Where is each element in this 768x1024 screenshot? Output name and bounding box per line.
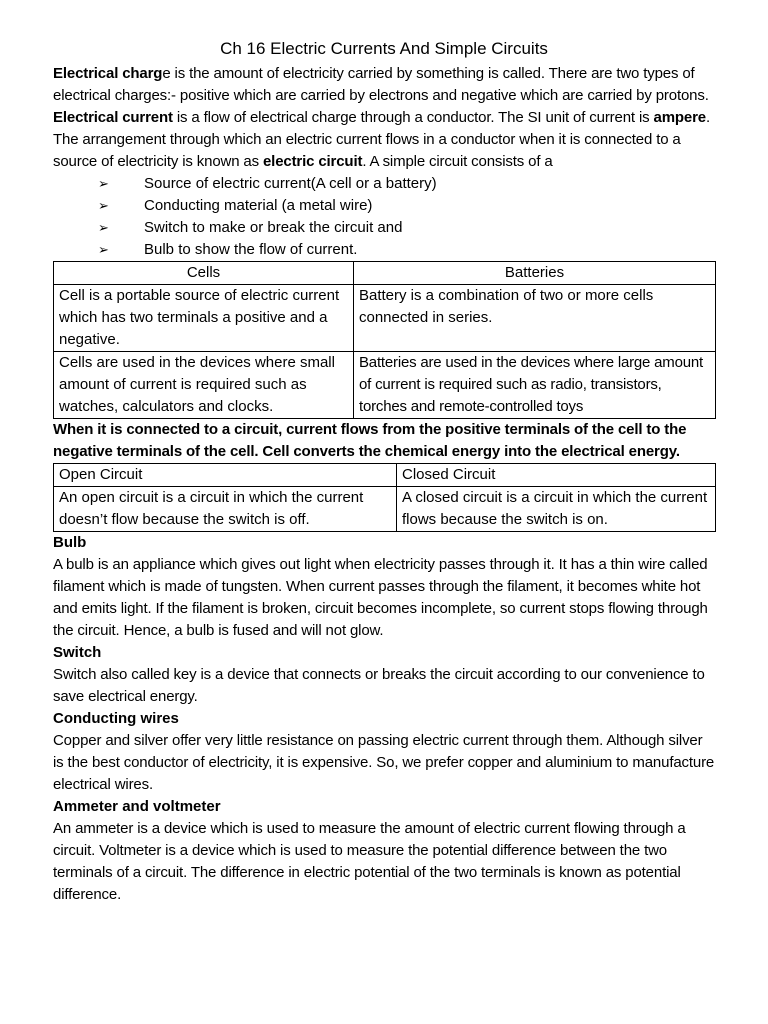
- section-body: An ammeter is a device which is used to measure the amount of electric current flowing through a circuit. Voltmeter is a device which is used to measure the potential difference between the two terminals of a circuit. The difference in electric potential of the two terminals is known as potential difference.: [53, 820, 686, 903]
- term-electrical-current: Electrical current: [53, 109, 173, 126]
- table-header-cell: Batteries: [354, 262, 716, 285]
- term-electrical-charge: Electrical charg: [53, 65, 163, 82]
- table-row: [54, 285, 716, 352]
- table-header-cell: Closed Circuit: [397, 464, 716, 487]
- arrow-bullet-icon: ➢: [98, 220, 109, 235]
- table-header-row: [54, 262, 716, 285]
- open-vs-closed-circuit-table: [53, 463, 716, 532]
- charge-definition: e is the amount of electricity carried by something is called. There are two types of electrical charges:- positive which are carried by electrons and negative which are carried by protons.: [53, 65, 709, 104]
- cells-vs-batteries-table: [53, 261, 716, 419]
- page-title: Ch 16 Electric Currents And Simple Circuits: [220, 39, 548, 58]
- section-bulb: [53, 532, 715, 642]
- section-heading: Switch: [53, 644, 102, 661]
- arrow-bullet-icon: ➢: [98, 242, 109, 257]
- table-header-row: [54, 464, 716, 487]
- intro-paragraph: [53, 63, 715, 129]
- table-cell: Battery is a combination of two or more cells connected in series.: [354, 285, 716, 352]
- circuit-components-list: [53, 173, 715, 261]
- section-conducting-wires: [53, 708, 715, 796]
- table-row: [54, 487, 716, 532]
- section-switch: [53, 642, 715, 708]
- list-item: [53, 173, 715, 195]
- list-item: [53, 217, 715, 239]
- list-item: [53, 239, 715, 261]
- section-heading: Bulb: [53, 534, 87, 551]
- section-heading: Conducting wires: [53, 710, 179, 727]
- list-item-text: Switch to make or break the circuit and: [144, 219, 403, 236]
- list-item-text: Bulb to show the flow of current.: [144, 241, 358, 258]
- table-cell: Cells are used in the devices where small amount of current is required such as watches, calculators and clocks.: [54, 352, 354, 419]
- section-heading: Ammeter and voltmeter: [53, 798, 221, 815]
- list-item: [53, 195, 715, 217]
- cell-current-note: When it is connected to a circuit, current flows from the positive terminals of the cell to the negative terminals of the cell. Cell converts the chemical energy into the electrical energy.: [53, 421, 687, 460]
- table-cell: Cell is a portable source of electric current which has two terminals a positive and a negative.: [54, 285, 354, 352]
- list-item-text: Source of electric current(A cell or a battery): [144, 175, 437, 192]
- table-header-cell: Open Circuit: [54, 464, 397, 487]
- term-ampere: ampere: [653, 109, 706, 126]
- term-electric-circuit: electric circuit: [262, 153, 363, 170]
- section-ammeter-voltmeter: [53, 796, 715, 906]
- document-page: [53, 37, 715, 906]
- arrow-bullet-icon: ➢: [98, 176, 109, 191]
- table-row: [54, 352, 716, 419]
- intro-period: .: [705, 109, 710, 126]
- table-header-cell: Cells: [54, 262, 354, 285]
- circuit-rest: . A simple circuit consists of a: [362, 153, 553, 170]
- circuit-paragraph: [53, 129, 715, 173]
- arrow-bullet-icon: ➢: [98, 198, 109, 213]
- table-cell: An open circuit is a circuit in which the current doesn’t flow because the switch is off.: [54, 487, 397, 532]
- table-cell: A closed circuit is a circuit in which the current flows because the switch is on.: [397, 487, 716, 532]
- section-body: Switch also called key is a device that connects or breaks the circuit according to our convenience to save electrical energy.: [53, 666, 705, 705]
- section-body: A bulb is an appliance which gives out light when electricity passes through it. It has a thin wire called filament which is made of tungsten. When current passes through the filament, it becomes white hot and emits light. If the filament is broken, circuit becomes incomplete, so current stops flowing through the circuit. Hence, a bulb is fused and will not glow.: [53, 556, 708, 639]
- list-item-text: Conducting material (a metal wire): [144, 197, 373, 214]
- section-body: Copper and silver offer very little resistance on passing electric current through them. Although silver is the best conductor of electricity, it is expensive. So, we prefer copper and aluminium to manufacture electrical wires.: [53, 732, 715, 793]
- table-cell: Batteries are used in the devices where large amount of current is required such as radio, transistors, torches and remote-controlled toys: [354, 352, 716, 419]
- circuit-lead: The arrangement through which an electric current flows in a conductor when it is connected to a source of electricity is known as: [53, 131, 681, 170]
- current-definition: is a flow of electrical charge through a conductor. The SI unit of current is: [172, 109, 654, 126]
